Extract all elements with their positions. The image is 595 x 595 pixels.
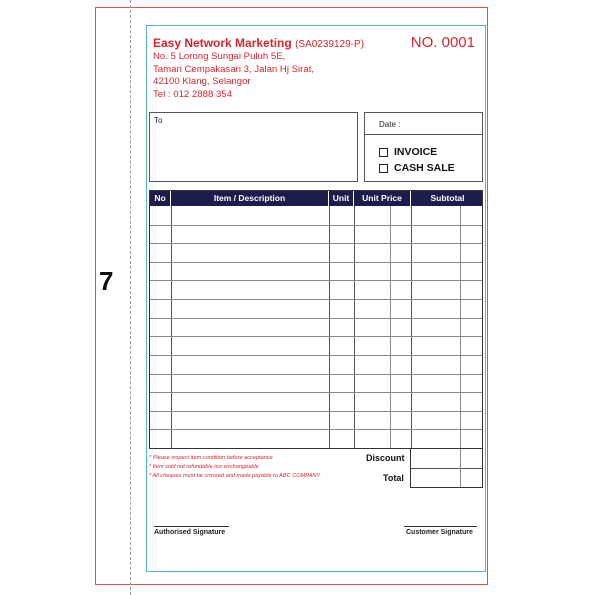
table-row-divider — [150, 374, 482, 375]
invoice-sheet — [146, 25, 486, 572]
header-description: Item / Description — [171, 191, 329, 206]
table-row-divider — [150, 262, 482, 263]
totals-divider — [411, 468, 482, 469]
cash-sale-checkbox[interactable] — [379, 164, 388, 173]
table-row-divider — [150, 243, 482, 244]
date-label: Date : — [379, 120, 401, 129]
company-address — [153, 51, 314, 101]
table-row-divider — [150, 225, 482, 226]
cash-sale-option-label: CASH SALE — [394, 162, 455, 174]
table-row-divider — [150, 299, 482, 300]
terms-notes — [149, 454, 320, 481]
to-field[interactable] — [149, 112, 358, 182]
to-label: To — [154, 116, 163, 125]
authorised-signature-line[interactable] — [154, 526, 229, 527]
authorised-signature-label: Authorised Signature — [154, 529, 226, 536]
company-registration: (SA0239129-P) — [295, 39, 364, 50]
header-no: No — [150, 191, 171, 206]
invoice-option-label: INVOICE — [394, 146, 438, 158]
note-line: * All cheques must be crossed and made payable to ABC COMPANY — [149, 473, 321, 479]
table-row-divider — [150, 429, 482, 430]
customer-signature-label: Customer Signature — [406, 529, 473, 536]
address-line: Taman Cempakasari 3, Jalan Hj Sirat, — [153, 63, 315, 75]
header-unit-price: Unit Price — [354, 191, 411, 206]
company-name-text: Easy Network Marketing — [153, 36, 292, 50]
address-line: No. 5 Lorong Sungai Puluh 5E, — [153, 51, 286, 62]
table-header — [150, 191, 482, 206]
table-row-divider — [150, 318, 482, 319]
totals-box[interactable] — [410, 449, 483, 488]
note-line: * Please inspect item condition before acceptance — [149, 455, 273, 461]
invoice-checkbox[interactable] — [379, 148, 388, 157]
customer-signature-line[interactable] — [404, 526, 477, 527]
page-marker: 7 — [99, 266, 114, 296]
table-row-divider — [150, 280, 482, 281]
date-field[interactable] — [365, 113, 482, 135]
document-number: NO. 0001 — [410, 34, 475, 51]
company-name — [153, 36, 364, 50]
address-line: 42100 Klang, Selangor — [153, 76, 251, 87]
table-row-divider — [150, 392, 482, 393]
total-label: Total — [383, 473, 404, 483]
totals-column-divider — [460, 449, 461, 487]
invoice-option[interactable] — [379, 146, 437, 158]
table-row-divider — [150, 336, 482, 337]
perforation-line — [130, 0, 131, 595]
items-table — [149, 190, 483, 449]
discount-label: Discount — [366, 453, 405, 463]
table-row-divider — [150, 411, 482, 412]
header-unit: Unit — [329, 191, 354, 206]
table-row-divider — [150, 355, 482, 356]
header-subtotal: Subtotal — [430, 193, 465, 203]
date-type-box — [364, 112, 483, 182]
note-line: * Item sold not refundable nor exchangeable — [149, 464, 259, 470]
cash-sale-option[interactable] — [379, 162, 455, 174]
address-line: Tel : 012 2888 354 — [153, 88, 232, 100]
